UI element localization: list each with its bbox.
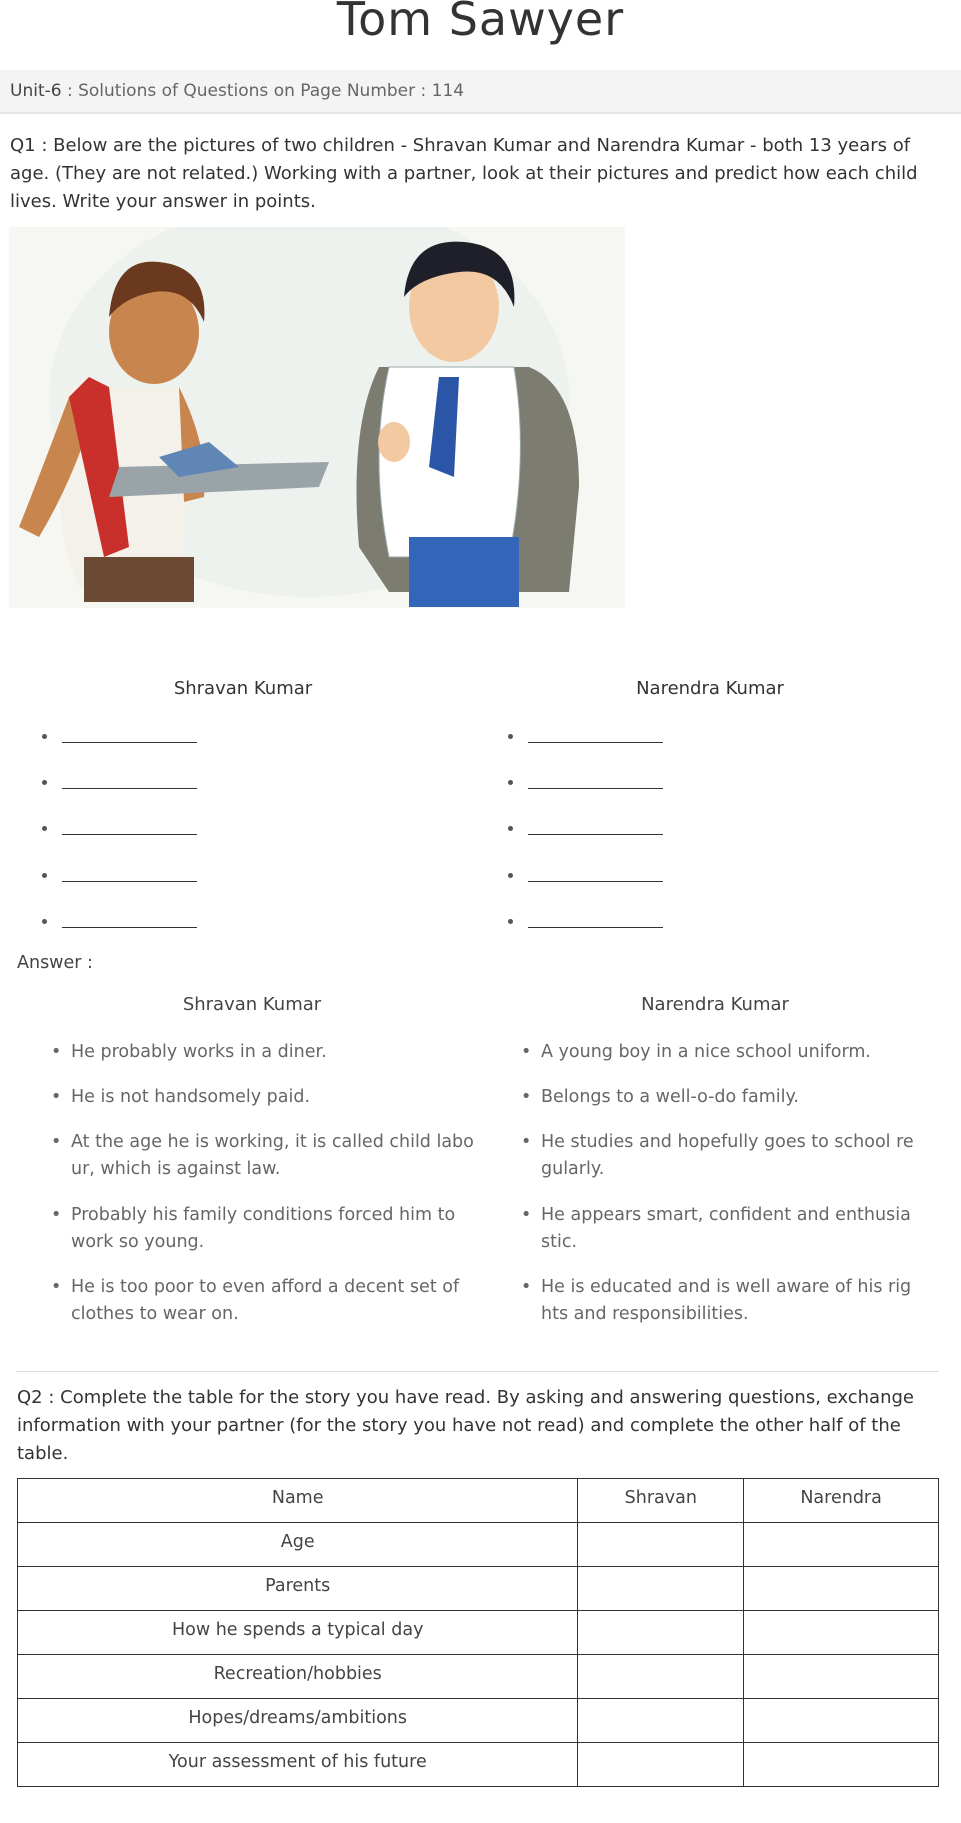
answer-label: Answer : bbox=[17, 953, 93, 973]
question-2: Q2 : Complete the table for the story you have read. By asking and answering questions, exchange information with your partner (for the story you have not read) and complete the other half of the table. bbox=[17, 1387, 914, 1464]
list-item: • At the age he is working, it is called child labo ur, which is against law. bbox=[51, 1132, 474, 1179]
empty-cell bbox=[578, 1699, 744, 1743]
page-title: Tom Sawyer bbox=[336, 0, 625, 46]
empty-cell bbox=[578, 1567, 744, 1611]
empty-cell bbox=[578, 1743, 744, 1787]
empty-cell bbox=[578, 1655, 744, 1699]
table-row bbox=[18, 1699, 939, 1743]
empty-cell bbox=[744, 1655, 939, 1699]
blank-line bbox=[508, 728, 688, 748]
empty-cell bbox=[744, 1743, 939, 1787]
list-item: • He studies and hopefully goes to school re gularly. bbox=[521, 1132, 914, 1179]
row-label: Hopes/dreams/ambitions bbox=[18, 1699, 578, 1743]
row-label: Your assessment of his future bbox=[18, 1743, 578, 1787]
list-item: • Probably his family conditions forced him to work so young. bbox=[51, 1205, 456, 1252]
list-item: • He is not handsomely paid. bbox=[51, 1087, 311, 1107]
table-row bbox=[18, 1611, 939, 1655]
table-header-row bbox=[18, 1479, 939, 1523]
blank-line bbox=[42, 913, 222, 933]
blank-line bbox=[508, 820, 688, 840]
row-label: Age bbox=[18, 1523, 578, 1567]
blank-line bbox=[42, 820, 222, 840]
unit-bar bbox=[0, 70, 961, 114]
blank-line bbox=[42, 867, 222, 887]
blank-line bbox=[42, 774, 222, 794]
unit-description: : Solutions of Questions on Page Number : 114 bbox=[61, 81, 465, 101]
empty-cell bbox=[578, 1611, 744, 1655]
table-row bbox=[18, 1655, 939, 1699]
empty-cell bbox=[744, 1523, 939, 1567]
empty-cell bbox=[744, 1567, 939, 1611]
blank-line bbox=[42, 728, 222, 748]
narendra-column-heading: Narendra Kumar bbox=[636, 678, 784, 699]
children-illustration bbox=[9, 227, 625, 608]
row-label: How he spends a typical day bbox=[18, 1611, 578, 1655]
divider bbox=[16, 1371, 939, 1372]
comparison-table bbox=[17, 1478, 939, 1787]
question-1: Q1 : Below are the pictures of two children - Shravan Kumar and Narendra Kumar - both 13 years of age. (They are not related.) Working with a partner, look at their pictures and predict how each child lives. Write your answer in points. bbox=[10, 135, 918, 212]
answer-narendra-heading: Narendra Kumar bbox=[641, 994, 789, 1015]
list-item: • Belongs to a well-o-do family. bbox=[521, 1087, 799, 1107]
list-item: • He is too poor to even afford a decent set of clothes to wear on. bbox=[51, 1277, 460, 1324]
list-item: • He appears smart, confident and enthusia stic. bbox=[521, 1205, 911, 1252]
blank-line bbox=[508, 913, 688, 933]
row-label: Parents bbox=[18, 1567, 578, 1611]
empty-cell bbox=[744, 1699, 939, 1743]
list-item: • A young boy in a nice school uniform. bbox=[521, 1042, 871, 1062]
empty-cell bbox=[578, 1523, 744, 1567]
header-name: Name bbox=[18, 1479, 578, 1523]
table-row bbox=[18, 1523, 939, 1567]
list-item: • He is educated and is well aware of his rig hts and responsibilities. bbox=[521, 1277, 912, 1324]
unit-label: Unit-6 bbox=[10, 81, 62, 101]
header-shravan: Shravan bbox=[578, 1479, 744, 1523]
answer-shravan-heading: Shravan Kumar bbox=[182, 994, 322, 1015]
table-row bbox=[18, 1743, 939, 1787]
shravan-column-heading: Shravan Kumar bbox=[173, 678, 313, 699]
empty-cell bbox=[744, 1611, 939, 1655]
blank-line bbox=[508, 867, 688, 887]
list-item: • He probably works in a diner. bbox=[51, 1042, 327, 1062]
row-label: Recreation/hobbies bbox=[18, 1655, 578, 1699]
header-narendra: Narendra bbox=[744, 1479, 939, 1523]
table-row bbox=[18, 1567, 939, 1611]
blank-line bbox=[508, 774, 688, 794]
